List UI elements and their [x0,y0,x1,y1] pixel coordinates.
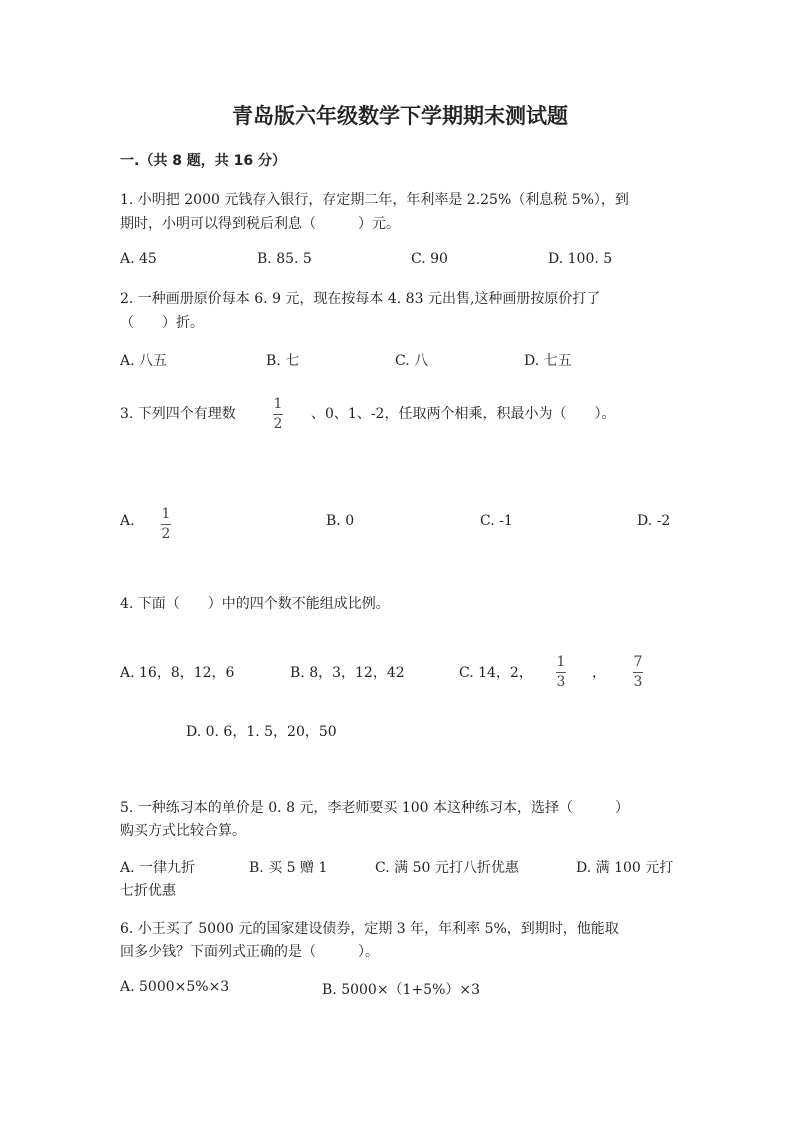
question-5-option-b: B. 买 5 赠 1 [249,860,328,876]
question-3-suffix: 、0、1、-2，任取两个相乘，积最小为（ ）。 [311,406,616,422]
question-3-fraction [273,397,283,431]
fraction-numerator: 1 [273,396,283,412]
question-5-option-c: C. 满 50 元打八折优惠 [375,860,519,876]
page-title: 青岛版六年级数学下学期期末测试题 [232,104,568,128]
question-5-option-a: A. 一律九折 [120,860,196,876]
question-4-option-c-separator: ， [592,665,606,681]
question-1-option-b: B. 85. 5 [257,251,312,267]
question-2-option-c: C. 八 [395,353,429,369]
question-3-option-b: B. 0 [326,513,355,529]
question-4-option-d: D. 0. 6，1. 5，20，50 [186,724,337,740]
question-2-option-a: A. 八五 [120,353,168,369]
fraction-denominator: 3 [556,674,566,690]
question-2-line-1: 2. 一种画册原价每本 6. 9 元，现在按每本 4. 83 元出售,这种画册按原价打了 [120,291,601,307]
question-4-option-c: C. 14，2， [459,665,533,681]
question-1-option-c: C. 90 [411,251,448,267]
question-5-option-d-line-1: D. 满 100 元打 [576,860,674,876]
question-1-option-a: A. 45 [120,251,157,267]
question-4-option-a: A. 16，8，12，6 [120,665,235,681]
question-4-option-b: B. 8，3，12，42 [290,665,405,681]
question-2-option-b: B. 七 [266,353,300,369]
fraction-numerator: 1 [556,654,566,670]
question-1-line-2: 期时，小明可以得到税后利息（ ）元。 [120,216,400,232]
question-3-prefix: 3. 下列四个有理数 [120,406,236,422]
question-1-line-1: 1. 小明把 2000 元钱存入银行，存定期二年，年利率是 2.25%（利息税 5%），到 [120,192,629,208]
question-4-stem: 4. 下面（ ）中的四个数不能组成比例。 [120,596,390,612]
fraction-denominator: 2 [273,416,283,432]
question-4-option-c-fraction-2 [633,655,643,689]
question-3-option-d: D. -2 [637,513,671,529]
fraction-numerator: 7 [633,654,643,670]
question-6-line-2: 回多少钱？下面列式正确的是（ ）。 [120,944,379,960]
question-3-option-c: C. -1 [480,513,513,529]
question-6-option-b: B. 5000×（1+5%）×3 [322,982,481,998]
question-5-line-2: 购买方式比较合算。 [120,823,246,839]
fraction-numerator: 1 [161,506,171,522]
fraction-denominator: 2 [161,526,171,542]
question-1-option-d: D. 100. 5 [548,251,613,267]
question-2-option-d: D. 七五 [524,353,572,369]
question-5-line-1: 5. 一种练习本的单价是 0. 8 元，李老师要买 100 本这种练习本，选择（ ） [120,800,630,816]
question-2-line-2: （ ）折。 [120,315,204,331]
section-header: 一.（共 8 题，共 16 分） [120,153,287,169]
question-5-option-d-line-2: 七折优惠 [120,883,176,899]
question-6-option-a: A. 5000×5%×3 [120,979,230,995]
fraction-denominator: 3 [633,674,643,690]
question-3-option-a: A. [120,513,135,529]
question-4-option-c-fraction-1 [556,655,566,689]
question-6-line-1: 6. 小王买了 5000 元的国家建设债券，定期 3 年，年利率 5%，到期时，他能取 [120,921,619,937]
question-3-option-a-fraction [161,507,171,541]
